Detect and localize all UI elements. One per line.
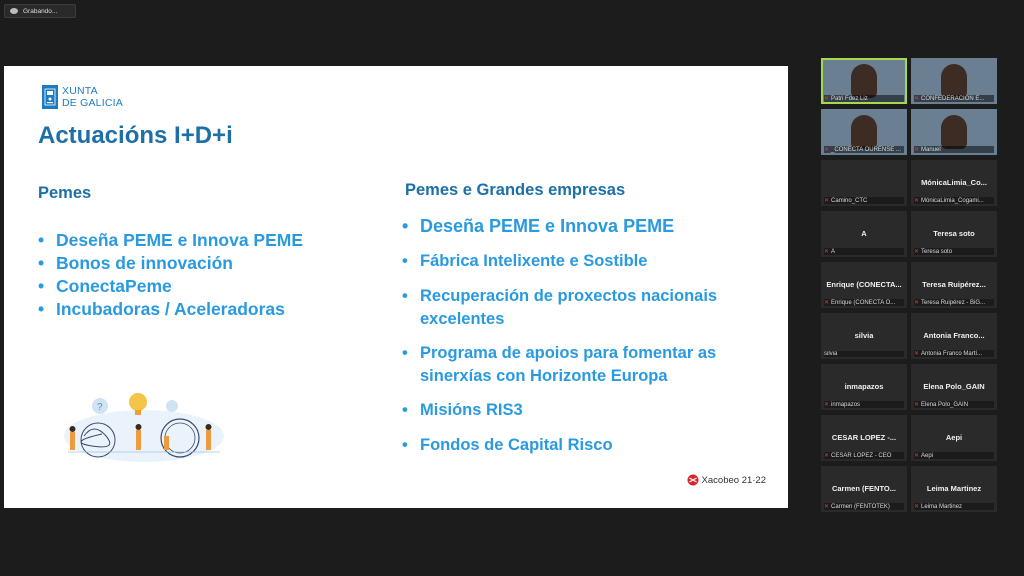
xacobeo-logo [687, 474, 766, 486]
innovation-illustration [60, 392, 228, 464]
list-item: • Recuperación de proxectos nacionais excelentes [402, 285, 752, 331]
participant-tile[interactable] [821, 415, 907, 461]
logo-line1: XUNTA [62, 85, 98, 97]
muted-mic-icon: ✕ [914, 453, 920, 459]
participant-caption-text: Antonia Franco Martí... [921, 350, 983, 357]
list-item: • ConectaPeme [38, 275, 368, 298]
participant-tile[interactable] [911, 160, 997, 206]
list-item: • Fábrica Intelixente e Sostible [402, 250, 752, 273]
participant-tile[interactable] [911, 313, 997, 359]
muted-mic-icon: ✕ [824, 198, 830, 204]
participant-caption-text: CONFEDERACION E... [921, 95, 985, 102]
participant-caption [824, 351, 904, 357]
participant-tile[interactable] [821, 262, 907, 308]
list-item: • Incubadoras / Aceleradoras [38, 298, 368, 321]
participant-caption-text: MónicaLimia_Cogami... [921, 197, 984, 204]
participant-caption [824, 503, 904, 510]
participant-caption-text: Leima Martinez [921, 503, 963, 510]
participant-caption [914, 248, 994, 255]
participant-tile[interactable] [911, 109, 997, 155]
participant-caption-text: Patri Fdez Liz [831, 95, 868, 102]
participant-caption-text: Camino_CTC [831, 197, 868, 204]
list-item: • Programa de apoios para fomentar as sinerxías con Horizonte Europa [402, 342, 752, 388]
participant-caption [824, 197, 904, 204]
participant-tile[interactable] [821, 466, 907, 512]
participant-tile[interactable] [821, 109, 907, 155]
participant-tile[interactable] [911, 262, 997, 308]
list-item: • Deseña PEME e Innova PEME [38, 229, 368, 252]
participant-caption-text: CESAR LOPEZ - CEO [831, 452, 892, 459]
list-item: • Fondos de Capital Risco [402, 434, 752, 457]
participant-caption-text: Carmen (FENTOTEK) [831, 503, 890, 510]
participant-name: CESAR LOPEZ -... [831, 433, 897, 442]
participant-name: inmapazos [844, 382, 884, 391]
slide-title: Actuacións I+D+i [38, 122, 233, 149]
muted-mic-icon: ✕ [824, 504, 830, 510]
participant-tile[interactable] [821, 364, 907, 410]
xacobeo-shell-icon [687, 474, 699, 486]
logo-line2: DE GALICIA [62, 97, 123, 109]
participant-caption-text: A [831, 248, 836, 255]
participant-caption-text: Enrique (CONECTA O... [831, 299, 896, 306]
participant-tile[interactable] [911, 466, 997, 512]
cloud-recording-icon [10, 8, 18, 14]
participant-video [851, 115, 877, 149]
participant-caption-text: Teresa Ruipérez - BiG... [921, 299, 986, 306]
muted-mic-icon: ✕ [914, 147, 920, 153]
muted-mic-icon: ✕ [914, 351, 920, 357]
right-list [402, 215, 752, 457]
participant-caption [824, 146, 904, 153]
muted-mic-icon: ✕ [824, 300, 830, 306]
participant-name: Teresa Ruipérez... [922, 280, 986, 289]
participant-caption [914, 452, 994, 459]
participant-caption-text: Teresa soto [921, 248, 953, 255]
participant-caption [824, 248, 904, 255]
list-item: • Bonos de innovación [38, 252, 368, 275]
participant-name: Carmen (FENTO... [831, 484, 897, 493]
participant-tile[interactable] [911, 58, 997, 104]
participant-video [941, 115, 967, 149]
participant-tile[interactable] [821, 160, 907, 206]
participant-caption [824, 452, 904, 459]
participant-caption-text: Elena Polo_GAIN [921, 401, 969, 408]
participant-name: Antonia Franco... [923, 331, 985, 340]
participant-name: Enrique (CONECTA... [826, 280, 902, 289]
participant-caption [824, 401, 904, 408]
muted-mic-icon: ✕ [824, 453, 830, 459]
galicia-shield-icon [42, 85, 58, 109]
muted-mic-icon: ✕ [824, 147, 830, 153]
muted-mic-icon: ✕ [824, 96, 830, 102]
participant-caption [914, 401, 994, 408]
participant-tile[interactable] [911, 415, 997, 461]
right-heading: Pemes e Grandes empresas [405, 181, 626, 199]
participant-caption [914, 95, 994, 102]
muted-mic-icon: ✕ [824, 249, 830, 255]
participant-caption-text: inmapazos [831, 401, 861, 408]
participant-caption [824, 299, 904, 306]
participant-caption [914, 299, 994, 306]
participant-name: Leima Martinez [926, 484, 982, 493]
muted-mic-icon: ✕ [914, 198, 920, 204]
participant-caption-text: Manuel [921, 146, 941, 153]
participant-caption-text: _CONECTA OURENSE ... [831, 146, 901, 153]
recording-label: Grabando... [23, 7, 58, 15]
participant-caption-text: Aepi [921, 452, 934, 459]
recording-indicator[interactable] [4, 4, 76, 18]
participant-video [851, 64, 877, 98]
participant-name: MónicaLimia_Co... [921, 178, 987, 187]
participant-caption [824, 95, 904, 102]
shared-slide [4, 66, 788, 508]
muted-mic-icon: ✕ [914, 300, 920, 306]
list-item: • Misións RIS3 [402, 399, 752, 422]
participant-caption [914, 350, 994, 357]
xunta-logo [42, 85, 123, 109]
participant-caption [914, 146, 994, 153]
participant-name: Teresa soto [933, 229, 975, 238]
participant-tile[interactable] [821, 58, 907, 104]
participant-tile[interactable] [821, 313, 907, 359]
muted-mic-icon: ✕ [824, 402, 830, 408]
participant-video [941, 64, 967, 98]
participant-caption [914, 503, 994, 510]
participant-tile[interactable] [821, 211, 907, 257]
left-heading: Pemes [38, 184, 92, 202]
participant-name: Aepi [945, 433, 963, 442]
muted-mic-icon: ✕ [914, 249, 920, 255]
participant-name: silvia [854, 331, 874, 340]
participant-tile[interactable] [911, 364, 997, 410]
participant-caption [914, 197, 994, 204]
participant-name: A [861, 229, 867, 238]
svg-text:?: ? [97, 402, 103, 413]
left-list [38, 229, 368, 321]
list-item: • Deseña PEME e Innova PEME [402, 215, 752, 238]
xacobeo-label: Xacobeo 21·22 [701, 474, 766, 486]
muted-mic-icon: ✕ [914, 402, 920, 408]
muted-mic-icon: ✕ [914, 504, 920, 510]
participant-tile[interactable] [911, 211, 997, 257]
participant-name: Elena Polo_GAIN [923, 382, 985, 391]
participant-caption-text: silvia [824, 351, 838, 357]
muted-mic-icon: ✕ [914, 96, 920, 102]
